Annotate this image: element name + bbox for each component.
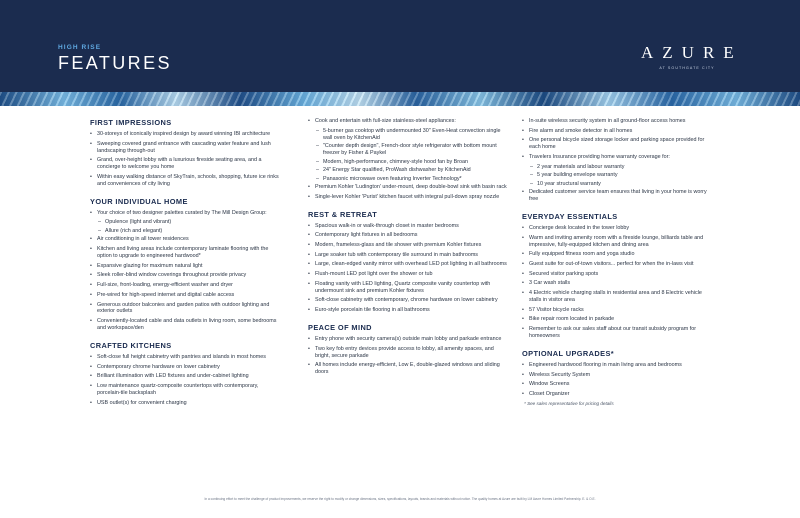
section-your-individual-home bbox=[90, 197, 280, 332]
feature-list bbox=[522, 362, 712, 398]
feature-item: • Pre-wired for high-speed internet and digital cable access bbox=[90, 292, 280, 299]
section-heading: REST & RETREAT bbox=[308, 209, 378, 219]
feature-item: • Warm and inviting amenity room with a fireside lounge, billiards table and impressive, fully-equipped kitchen and dining area bbox=[522, 235, 712, 249]
feature-item: • USB outlet(s) for convenient charging bbox=[90, 400, 280, 407]
feature-item: • 4 Electric vehicle charging stalls in residential area and 8 Electric vehicle stalls in visitor area bbox=[522, 290, 712, 304]
feature-item: • Fire alarm and smoke detector in all homes bbox=[522, 128, 712, 135]
section-heading: CRAFTED KITCHENS bbox=[90, 340, 172, 350]
feature-item: • Low maintenance quartz-composite countertops with contemporary, porcelain-tile backsplash bbox=[90, 383, 280, 397]
feature-item: • Entry phone with security camera(s) outside main lobby and parkade entrance bbox=[308, 336, 508, 343]
footnote: * See sales representative for pricing details bbox=[524, 401, 614, 406]
section-heading: OPTIONAL UPGRADES* bbox=[522, 348, 615, 358]
header-banner bbox=[0, 0, 800, 92]
feature-item: • Large soaker tub with contemporary tile surround in main bathrooms bbox=[308, 252, 508, 259]
section-peace-of-mind bbox=[308, 323, 508, 376]
feature-list bbox=[522, 118, 712, 203]
feature-sub-item: – Allure (rich and elegant) bbox=[90, 228, 280, 235]
feature-item: • Premium Kohler 'Ludington' under-mount, deep double-bowl sink with basin rack bbox=[308, 184, 508, 191]
page-title: FEATURES bbox=[58, 53, 172, 73]
feature-item: • Bike repair room located in parkade bbox=[522, 316, 712, 323]
feature-item: • Spacious walk-in or walk-through closet in master bedrooms bbox=[308, 223, 508, 230]
footer-disclaimer: In a continuing effort to meet the challenge of product improvements, we reserve the right to modify or change dimensions, sizes, specifications, layouts, brands and materials without notice. The quality homes at Azure are built by LM Azure Homes Limited Partnership. E. & O.E. bbox=[204, 497, 596, 501]
feature-list bbox=[308, 223, 508, 314]
feature-item: • Travelers Insurance providing home warranty coverage for: bbox=[522, 154, 712, 161]
feature-item: • Secured visitor parking spots bbox=[522, 271, 712, 278]
feature-item: • Soft-close full height cabinetry with pantries and islands in most homes bbox=[90, 354, 280, 361]
feature-sub-item: – Opulence (light and vibrant) bbox=[90, 219, 280, 226]
feature-list bbox=[522, 225, 712, 340]
brand-name: AZURE bbox=[641, 43, 743, 62]
feature-item: • Dedicated customer service team ensures that living in your home is worry free bbox=[522, 189, 712, 203]
feature-item: • 3 Car wash stalls bbox=[522, 280, 712, 287]
feature-list bbox=[90, 354, 280, 407]
feature-item: • Modern, frameless-glass and tile shower with premium Kohler fixtures bbox=[308, 242, 508, 249]
feature-item: • Engineered hardwood flooring in main living area and bedrooms bbox=[522, 362, 712, 369]
feature-item: • Large, clean-edged vanity mirror with overhead LED pot lighting in all bathrooms bbox=[308, 261, 508, 268]
feature-item: • Expansive glazing for maximum natural light bbox=[90, 263, 280, 270]
feature-item: • Floating vanity with LED lighting, Quartz composite vanity countertop with undermount sink and premium Kohler fixtures bbox=[308, 281, 508, 295]
feature-item: • Flush-mount LED pot light over the shower or tub bbox=[308, 271, 508, 278]
brand-logo bbox=[632, 43, 742, 70]
feature-item: • All homes include energy-efficient, Low E, double-glazed windows and sliding doors bbox=[308, 362, 508, 376]
feature-sub-item: – 5 year building envelope warranty bbox=[522, 172, 712, 179]
section-crafted-kitchens bbox=[90, 341, 280, 407]
section-rest-retreat bbox=[308, 210, 508, 314]
section-everyday-essentials bbox=[522, 212, 712, 340]
section-continued bbox=[308, 118, 508, 201]
feature-sub-item: – 24" Energy Star qualified, ProWash dishwasher by KitchenAid bbox=[308, 167, 508, 174]
feature-item: • Contemporary light fixtures in all bedrooms bbox=[308, 232, 508, 239]
feature-item: • One personal bicycle sized storage locker and parking space provided for each home bbox=[522, 137, 712, 151]
section-heading: PEACE OF MIND bbox=[308, 323, 372, 333]
feature-item: • Euro-style porcelain tile flooring in all bathrooms bbox=[308, 307, 508, 314]
feature-item: • Window Screens bbox=[522, 381, 712, 388]
feature-item: • Grand, over-height lobby with a luxurious fireside seating area, and a concierge to welcome you home bbox=[90, 157, 280, 171]
feature-item: • 57 Visitor bicycle racks bbox=[522, 307, 712, 314]
section-heading: YOUR INDIVIDUAL HOME bbox=[90, 196, 188, 206]
feature-list bbox=[90, 131, 280, 188]
feature-item: • Concierge desk located in the tower lobby bbox=[522, 225, 712, 232]
section-heading: EVERYDAY ESSENTIALS bbox=[522, 212, 618, 222]
column-right bbox=[522, 118, 712, 415]
feature-sub-item: – Panasonic microwave oven featuring Inverter Technology* bbox=[308, 176, 508, 183]
feature-item: • Sleek roller-blind window coverings throughout provide privacy bbox=[90, 272, 280, 279]
section-optional-upgrades bbox=[522, 349, 712, 406]
feature-list bbox=[308, 118, 508, 201]
section-heading: FIRST IMPRESSIONS bbox=[90, 118, 172, 127]
feature-item: • In-suite wireless security system in all ground-floor access homes bbox=[522, 118, 712, 125]
feature-sub-item: – Modern, high-performance, chimney-style hood fan by Broan bbox=[308, 159, 508, 166]
feature-item: • Two key fob entry devices provide access to lobby, all amenity spaces, and bright, secure parkade bbox=[308, 346, 508, 360]
feature-item: • Full-size, front-loading, energy-efficient washer and dryer bbox=[90, 282, 280, 289]
feature-item: • Contemporary chrome hardware on lower cabinetry bbox=[90, 364, 280, 371]
feature-item: • Your choice of two designer palettes curated by The Mill Design Group: bbox=[90, 210, 280, 217]
feature-item: • Kitchen and living areas include contemporary laminate flooring with the option to upgrade to engineered hardwood* bbox=[90, 246, 280, 260]
section-first-impressions bbox=[90, 118, 280, 188]
feature-item: • Wireless Security System bbox=[522, 372, 712, 379]
column-left bbox=[90, 118, 280, 416]
feature-item: • Fully equipped fitness room and yoga studio bbox=[522, 251, 712, 258]
feature-item: • Air conditioning in all tower residences bbox=[90, 236, 280, 243]
feature-sub-item: – 10 year structural warranty bbox=[522, 181, 712, 188]
feature-item: • Generous outdoor balconies and garden patios with outdoor lighting and exterior outlets bbox=[90, 302, 280, 316]
feature-item: • Conveniently-located cable and data outlets in living room, some bedrooms and workspace/den bbox=[90, 318, 280, 332]
feature-item: • Remember to ask our sales staff about our transit subsidy program for homeowners bbox=[522, 326, 712, 340]
column-middle bbox=[308, 118, 508, 385]
feature-sub-item: – 5-burner gas cooktop with undermounted 30" Even-Heat convection single wall oven by KitchenAid bbox=[308, 128, 508, 142]
brand-subtitle: AT SOUTHGATE CITY bbox=[659, 66, 715, 70]
feature-item: • Brilliant illumination with LED fixtures and under-cabinet lighting bbox=[90, 373, 280, 380]
feature-item: • 30-storeys of iconically inspired design by award winning IBI architecture bbox=[90, 131, 280, 138]
section-continued bbox=[522, 118, 712, 203]
feature-item: • Cook and entertain with full-size stainless-steel appliances: bbox=[308, 118, 508, 125]
feature-item: • Within easy walking distance of SkyTrain, schools, shopping, future ice rinks and conveniences of city living bbox=[90, 174, 280, 188]
header-kicker: HIGH RISE bbox=[58, 44, 102, 51]
feature-item: • Closet Organizer bbox=[522, 391, 712, 398]
feature-item: • Soft-close cabinetry with contemporary, chrome hardware on lower cabinetry bbox=[308, 297, 508, 304]
feature-item: • Single-lever Kohler 'Purist' kitchen faucet with integral pull-down spray nozzle bbox=[308, 194, 508, 201]
feature-sub-item: – 2 year materials and labour warranty bbox=[522, 164, 712, 171]
feature-item: • Sweeping covered grand entrance with cascading water feature and lush landscaping through-out bbox=[90, 141, 280, 155]
decorative-water-texture bbox=[0, 92, 800, 106]
feature-sub-item: – "Counter depth design", French-door style refrigerator with bottom mount freezer by Fisher & Paykel bbox=[308, 143, 508, 157]
feature-list bbox=[308, 336, 508, 376]
feature-item: • Guest suite for out-of-town visitors... perfect for when the in-laws visit bbox=[522, 261, 712, 268]
feature-list bbox=[90, 210, 280, 332]
